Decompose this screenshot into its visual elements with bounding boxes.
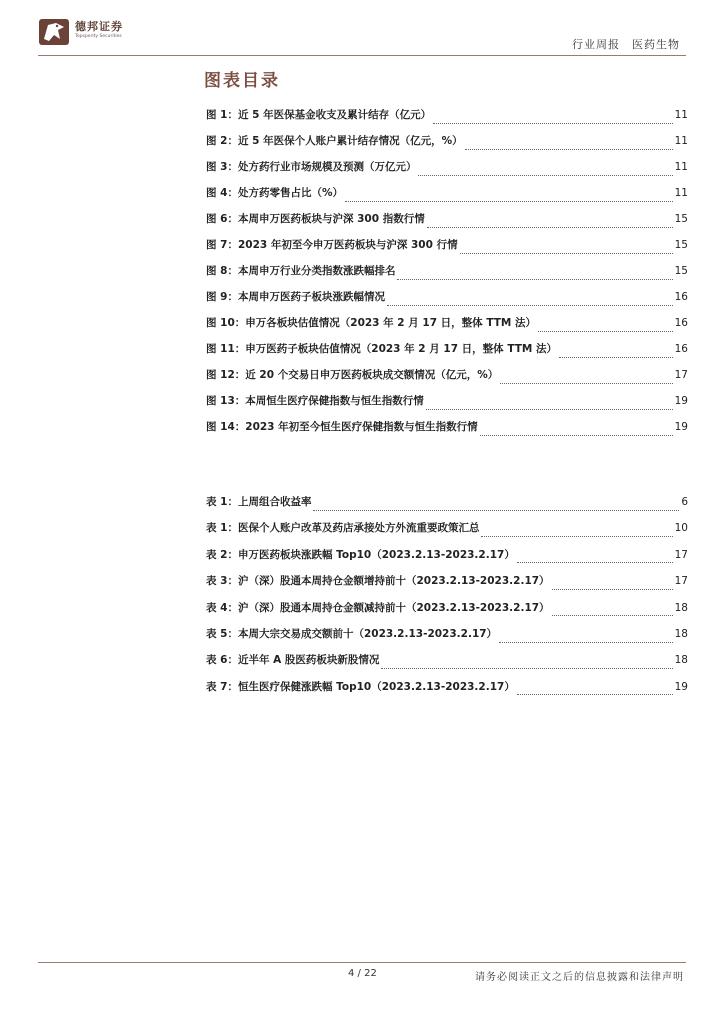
table-entry[interactable] xyxy=(206,494,688,520)
figure-entry[interactable] xyxy=(206,211,688,237)
figure-entry-label: 图 3：处方药行业市场规模及预测（万亿元） xyxy=(206,161,417,173)
figure-entry[interactable] xyxy=(206,341,688,367)
dot-leader xyxy=(465,149,673,150)
figure-entry-page: 15 xyxy=(674,265,688,277)
figure-entry[interactable] xyxy=(206,393,688,419)
figure-entry[interactable] xyxy=(206,419,688,445)
table-entry[interactable] xyxy=(206,573,688,599)
toc-title: 图表目录 xyxy=(204,71,280,91)
figure-entry-label: 图 10：申万各板块估值情况（2023 年 2 月 17 日，整体 TTM 法） xyxy=(206,317,537,329)
figure-entry-label: 图 11：申万医药子板块估值情况（2023 年 2 月 17 日，整体 TTM 法） xyxy=(206,343,558,355)
table-entry[interactable] xyxy=(206,547,688,573)
dot-leader xyxy=(552,589,673,590)
dot-leader xyxy=(552,615,673,616)
figure-entry-label: 图 13：本周恒生医疗保健指数与恒生指数行情 xyxy=(206,395,424,407)
table-entry-label: 表 1：医保个人账户改革及药店承接处方外流重要政策汇总 xyxy=(206,522,480,535)
report-type: 行业周报 xyxy=(572,38,620,51)
company-logo xyxy=(38,17,168,49)
table-entry-label: 表 7：恒生医疗保健涨跌幅 Top10（2023.2.13-2023.2.17） xyxy=(206,680,515,693)
dot-leader xyxy=(433,123,673,124)
figure-entry-page: 19 xyxy=(674,421,688,433)
table-entry-label: 表 4：沪（深）股通本周持仓金额减持前十（2023.2.13-2023.2.17） xyxy=(206,601,550,614)
figure-entry-label: 图 14：2023 年初至今恒生医疗保健指数与恒生指数行情 xyxy=(206,421,478,433)
figure-entry-page: 11 xyxy=(674,161,688,173)
table-entry[interactable] xyxy=(206,600,688,626)
figure-entry-page: 16 xyxy=(674,291,688,303)
figure-list xyxy=(206,107,688,445)
table-entry[interactable] xyxy=(206,626,688,652)
company-logo-icon xyxy=(38,17,70,47)
figure-entry-label: 图 8：本周申万行业分类指数涨跌幅排名 xyxy=(206,265,396,277)
figure-entry-label: 图 4：处方药零售占比（%） xyxy=(206,187,343,199)
figure-entry-page: 16 xyxy=(674,343,688,355)
table-entry-label: 表 1：上周组合收益率 xyxy=(206,496,312,508)
header-divider xyxy=(38,55,686,56)
figure-entry-label: 图 9：本周申万医药子板块涨跌幅情况 xyxy=(206,291,385,303)
page-number: 4 / 22 xyxy=(348,968,377,979)
logo-english-name: Topsperity Securities xyxy=(75,34,122,39)
dot-leader xyxy=(313,510,679,511)
dot-leader xyxy=(517,694,673,695)
figure-entry[interactable] xyxy=(206,367,688,393)
figure-entry-page: 16 xyxy=(674,317,688,329)
dot-leader xyxy=(460,253,673,254)
figure-entry-page: 17 xyxy=(674,369,688,381)
table-entry[interactable] xyxy=(206,679,688,705)
dot-leader xyxy=(426,409,673,410)
dot-leader xyxy=(345,201,673,202)
table-entry-label: 表 5：本周大宗交易成交额前十（2023.2.13-2023.2.17） xyxy=(206,627,498,640)
figure-entry-label: 图 7：2023 年初至今申万医药板块与沪深 300 行情 xyxy=(206,239,458,251)
dot-leader xyxy=(559,357,673,358)
figure-entry-page: 15 xyxy=(674,239,688,251)
dot-leader xyxy=(387,305,673,306)
figure-entry[interactable] xyxy=(206,185,688,211)
table-entry-label: 表 3：沪（深）股通本周持仓金额增持前十（2023.2.13-2023.2.17） xyxy=(206,575,550,588)
table-entry-page: 17 xyxy=(674,548,688,561)
dot-leader xyxy=(480,435,673,436)
table-entry-page: 6 xyxy=(681,496,688,508)
dot-leader xyxy=(381,668,672,669)
disclaimer-note: 请务必阅读正文之后的信息披露和法律声明 xyxy=(475,972,684,983)
table-entry-page: 18 xyxy=(674,601,688,614)
figure-entry[interactable] xyxy=(206,159,688,185)
figure-entry-label: 图 12：近 20 个交易日申万医药板块成交额情况（亿元，%） xyxy=(206,369,499,381)
report-category xyxy=(572,36,680,52)
report-sector: 医药生物 xyxy=(632,38,680,51)
table-entry-label: 表 6：近半年 A 股医药板块新股情况 xyxy=(206,654,380,667)
dot-leader xyxy=(397,279,672,280)
table-entry-label: 表 2：申万医药板块涨跌幅 Top10（2023.2.13-2023.2.17） xyxy=(206,548,515,561)
dot-leader xyxy=(418,175,672,176)
table-entry-page: 19 xyxy=(674,680,688,693)
figure-entry[interactable] xyxy=(206,237,688,263)
table-entry[interactable] xyxy=(206,652,688,678)
footer-divider xyxy=(38,962,686,963)
dot-leader xyxy=(538,331,673,332)
figure-entry[interactable] xyxy=(206,289,688,315)
figure-entry-label: 图 6：本周申万医药板块与沪深 300 指数行情 xyxy=(206,213,425,225)
dot-leader xyxy=(517,562,673,563)
table-list xyxy=(206,494,688,705)
figure-entry-page: 11 xyxy=(674,109,688,121)
figure-entry[interactable] xyxy=(206,263,688,289)
figure-entry-label: 图 1：近 5 年医保基金收支及累计结存（亿元） xyxy=(206,109,432,121)
table-entry-page: 18 xyxy=(674,654,688,667)
figure-entry-page: 11 xyxy=(674,187,688,199)
figure-entry[interactable] xyxy=(206,315,688,341)
figure-entry-page: 15 xyxy=(674,213,688,225)
logo-chinese-name: 德邦证券 xyxy=(75,20,123,33)
dot-leader xyxy=(500,383,672,384)
dot-leader xyxy=(481,536,672,537)
figure-entry-label: 图 2：近 5 年医保个人账户累计结存情况（亿元，%） xyxy=(206,135,463,147)
dot-leader xyxy=(499,642,673,643)
table-entry[interactable] xyxy=(206,520,688,546)
figure-entry[interactable] xyxy=(206,133,688,159)
figure-entry-page: 11 xyxy=(674,135,688,147)
figure-entry[interactable] xyxy=(206,107,688,133)
table-entry-page: 17 xyxy=(674,575,688,588)
dot-leader xyxy=(427,227,673,228)
table-entry-page: 18 xyxy=(674,627,688,640)
figure-entry-page: 19 xyxy=(674,395,688,407)
table-entry-page: 10 xyxy=(674,522,688,535)
